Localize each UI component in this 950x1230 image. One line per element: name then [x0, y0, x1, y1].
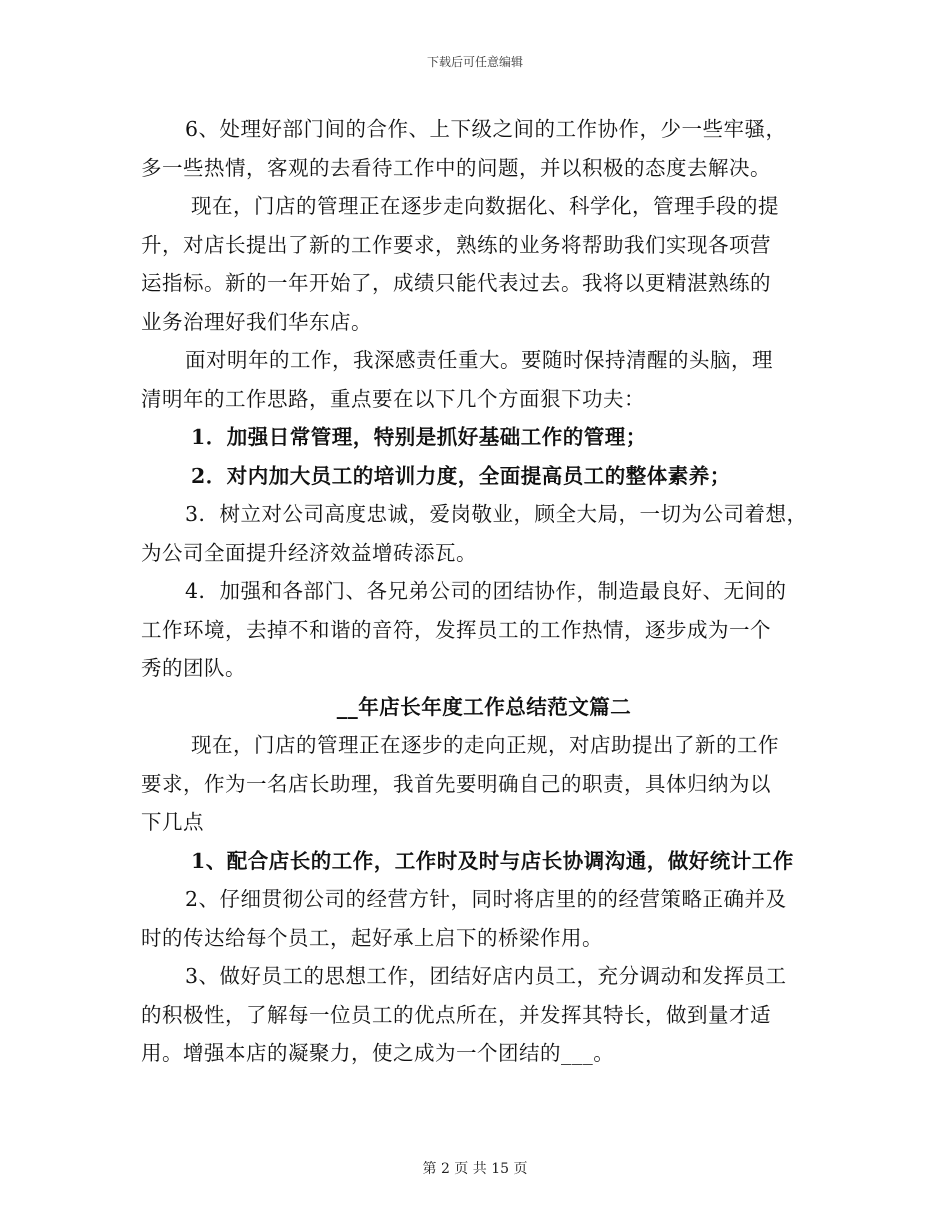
- text-line: 升，对店长提出了新的工作要求，熟练的业务将帮助我们实现各项营: [141, 232, 771, 257]
- text-line: 下几点: [141, 810, 204, 834]
- text-line: 运指标。新的一年开始了，成绩只能代表过去。我将以更精湛熟练的: [141, 271, 771, 295]
- text-line: 现在，门店的管理正在逐步走向数据化、科学化，管理手段的提: [191, 194, 779, 218]
- text-line: 4．加强和各部门、各兄弟公司的团结协作，制造最良好、无间的: [185, 579, 787, 603]
- text-line: 工作环境，去掉不和谐的音符，发挥员工的工作热情，逐步成为一个: [141, 617, 771, 642]
- document-body: [141, 110, 811, 1073]
- text-line: 3、做好员工的思想工作，团结好店内员工，充分调动和发挥员工: [185, 964, 787, 988]
- text-line: 秀的团队。: [141, 656, 246, 680]
- text-line: 的积极性，了解每一位员工的优点所在，并发挥其特长，做到量才适: [141, 1002, 771, 1027]
- text-line: 1、配合店长的工作，工作时及时与店长协调沟通，做好统计工作: [191, 848, 794, 873]
- text-line: 时的传达给每个员工，起好承上启下的桥梁作用。: [141, 925, 603, 950]
- text-line: 业务治理好我们华东店。: [141, 309, 372, 334]
- text-line: 6、处理好部门间的合作、上下级之间的工作协作，少一些牢骚，: [185, 117, 787, 141]
- text-line: 2、仔细贯彻公司的经营方针，同时将店里的的经营策略正确并及: [185, 887, 787, 911]
- text-line: 面对明年的工作，我深感责任重大。要随时保持清醒的头脑，理: [185, 348, 773, 372]
- page-footer: 第 2 页 共 15 页: [422, 1161, 528, 1177]
- page-header: 下载后可任意编辑: [426, 55, 523, 69]
- text-line: 要求，作为一名店长助理，我首先要明确自己的职责，具体归纳为以: [141, 771, 771, 796]
- text-line: 1．加强日常管理，特别是抓好基础工作的管理；: [191, 425, 647, 449]
- text-line: 为公司全面提升经济效益增砖添瓦。: [141, 540, 477, 565]
- section-title: __年店长年度工作总结范文篇二: [336, 694, 632, 719]
- text-line: 现在，门店的管理正在逐步的走向正规，对店助提出了新的工作: [191, 733, 779, 757]
- text-line: 用。增强本店的凝聚力，使之成为一个团结的___。: [141, 1041, 615, 1065]
- text-line: 3．树立对公司高度忠诚，爱岗敬业，顾全大局，一切为公司着想，: [185, 502, 808, 526]
- text-line: 多一些热情，客观的去看待工作中的问题，并以积极的态度去解决。: [141, 155, 771, 180]
- text-line: 清明年的工作思路，重点要在以下几个方面狠下功夫：: [141, 386, 645, 411]
- text-line: 2．对内加大员工的培训力度，全面提高员工的整体素养；: [191, 463, 731, 488]
